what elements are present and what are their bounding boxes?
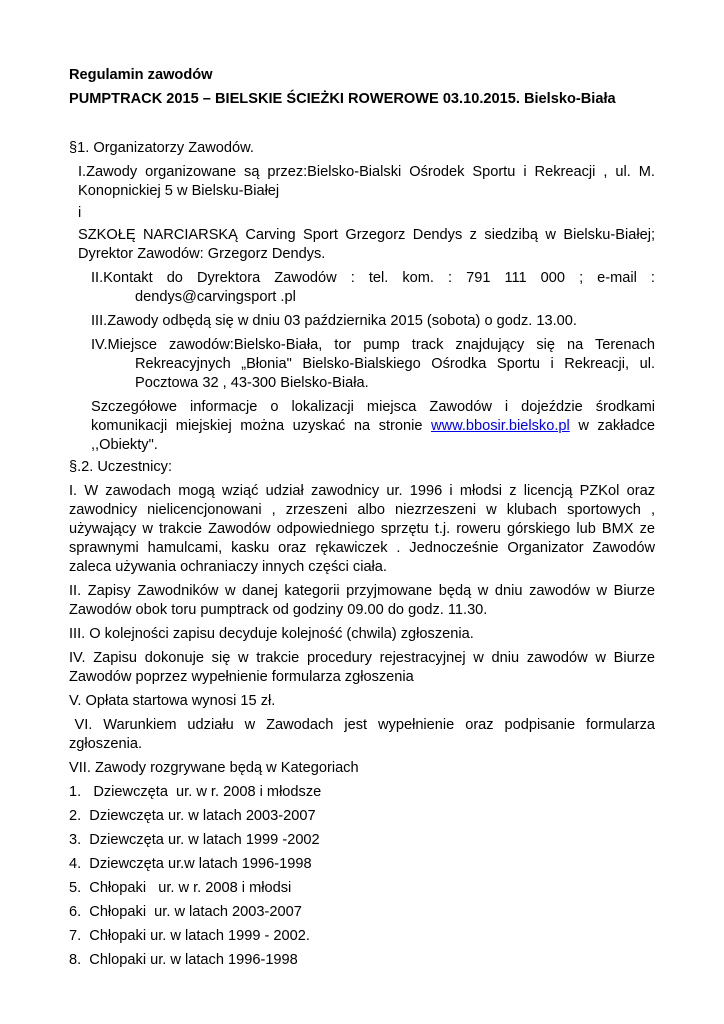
section-2-paragraph-I: I. W zawodach mogą wziąć udział zawodnicy ur. 1996 i młodsi z licencją PZKol oraz zawodnicy nielicencjonowani , zrzeszeni albo niezrzeszeni w klubach sportowych , używający w trakcie Zawodów odpowiedniego sprzętu t.j. roweru górskiego lub BMX ze sprawnymi hamulcami, kasku oraz rękawiczek . Jednocześnie Organizator Zawodów zaleca używania ochraniaczy innych części ciała. <box>69 483 655 575</box>
section-1-paragraph-IV: IV.Miejsce zawodów:Bielsko-Biała, tor pump track znajdujący się na Terenach Rekreacyjnych „Błonia" Bielsko-Bialskiego Ośrodka Sportu i Rekreacji, ul. Pocztowa 32 , 43-300 Bielsko-Biała. <box>91 337 655 391</box>
info-text-after: w zakładce ,,Obiekty". <box>91 418 656 453</box>
document-page <box>69 66 660 970</box>
category-item: 4. Dziewczęta ur.w latach 1996-1998 <box>69 856 312 872</box>
category-item: 7. Chłopaki ur. w latach 1999 - 2002. <box>69 928 310 944</box>
bbosir-website-link[interactable]: www.bbosir.bielsko.pl <box>431 418 570 434</box>
category-list <box>69 783 655 970</box>
category-item: 6. Chłopaki ur. w latach 2003-2007 <box>69 904 302 920</box>
section-2-paragraph-III: III. O kolejności zapisu decyduje kolejność (chwila) zgłoszenia. <box>69 626 474 642</box>
section-1-paragraph-szkola: SZKOŁĘ NARCIARSKĄ Carving Sport Grzegorz Dendys z siedzibą w Bielsku-Białej; Dyrektor Zawodów: Grzegorz Dendys. <box>78 227 655 262</box>
document-title: Regulamin zawodów <box>69 67 213 83</box>
section-2-paragraph-V: V. Opłata startowa wynosi 15 zł. <box>69 693 276 709</box>
category-item: 8. Chlopaki ur. w latach 1996-1998 <box>69 952 298 968</box>
section-1-and: i <box>78 205 82 221</box>
section-1-paragraph-I: I.Zawody organizowane są przez:Bielsko-Bialski Ośrodek Sportu i Rekreacji , ul. M. Konopnickiej 5 w Bielsku-Białej <box>78 164 655 199</box>
category-item: 1. Dziewczęta ur. w r. 2008 i młodsze <box>69 784 322 800</box>
category-item: 3. Dziewczęta ur. w latach 1999 -2002 <box>69 832 320 848</box>
info-text-before: Szczegółowe informacje o lokalizacji miejsca Zawodów i dojeździe środkami komunikacji miejskiej można uzyskać na stronie <box>91 399 655 434</box>
section-1-info <box>91 398 655 455</box>
section-2-paragraph-VI: VI. Warunkiem udziału w Zawodach jest wypełnienie oraz podpisanie formularza zgłoszenia. <box>69 717 660 752</box>
category-item: 2. Dziewczęta ur. w latach 2003-2007 <box>69 808 316 824</box>
section-1-heading: §1. Organizatorzy Zawodów. <box>69 140 254 156</box>
document-subtitle: PUMPTRACK 2015 – BIELSKIE ŚCIEŻKI ROWEROWE 03.10.2015. Bielsko-Biała <box>69 91 616 107</box>
section-2-paragraph-VII: VII. Zawody rozgrywane będą w Kategoriach <box>69 760 359 776</box>
section-2-paragraph-IV: IV. Zapisu dokonuje się w trakcie procedury rejestracyjnej w dniu zawodów w Biurze Zawodów poprzez wypełnienie formularza zgłoszenia <box>69 650 655 685</box>
section-2-heading: §.2. Uczestnicy: <box>69 459 173 475</box>
section-1-paragraph-III: III.Zawody odbędą się w dniu 03 października 2015 (sobota) o godz. 13.00. <box>91 313 577 329</box>
category-item: 5. Chłopaki ur. w r. 2008 i młodsi <box>69 880 292 896</box>
section-1-paragraph-II: II.Kontakt do Dyrektora Zawodów : tel. kom. : 791 111 000 ; e-mail : dendys@carvingsport .pl <box>91 270 655 305</box>
section-2-paragraph-II: II. Zapisy Zawodników w danej kategorii przyjmowane będą w dniu zawodów w Biurze Zawodów obok toru pumptrack od godziny 09.00 do godz. 11.30. <box>69 583 655 618</box>
